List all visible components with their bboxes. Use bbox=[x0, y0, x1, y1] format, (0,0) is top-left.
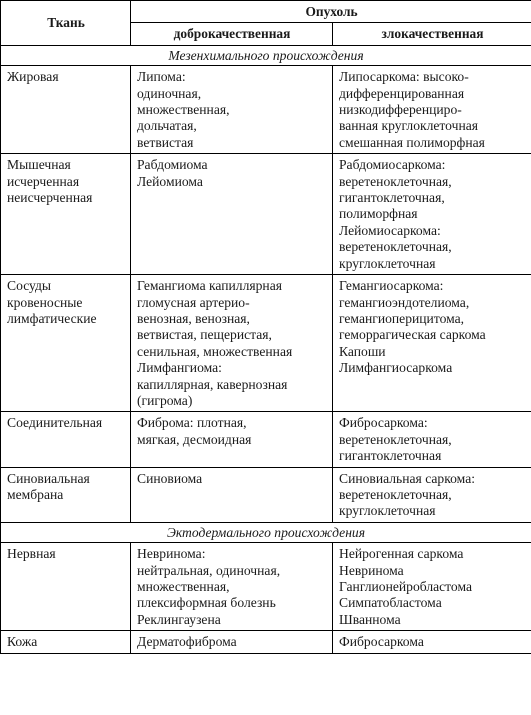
benign-line: ветвистая bbox=[137, 134, 194, 150]
tissue-cell bbox=[1, 543, 131, 631]
malignant-line: Ганглионейробластома bbox=[339, 579, 473, 594]
malignant-line: гемангиоэндотелиома, bbox=[339, 294, 470, 310]
tissue-line: лимфатические bbox=[7, 310, 97, 326]
benign-line: множественная, bbox=[137, 579, 230, 594]
section-title: Мезенхимального происхождения bbox=[1, 45, 531, 65]
benign-line: (гигрома) bbox=[137, 392, 193, 408]
benign-line: Синовиома bbox=[137, 470, 203, 486]
malignant-line: Шваннома bbox=[339, 611, 401, 627]
benign-line: Реклингаузена bbox=[137, 611, 221, 627]
malignant-line: веретеноклеточная, bbox=[339, 173, 452, 189]
malignant-line: Нейрогенная саркома bbox=[339, 546, 464, 562]
benign-line: Лимфангиома: bbox=[137, 360, 222, 376]
malignant-line: Капоши bbox=[339, 343, 386, 359]
malignant-cell bbox=[333, 275, 531, 412]
benign-line: нейтральная, одиночная, bbox=[137, 562, 281, 578]
table-row bbox=[1, 631, 531, 653]
malignant-line: Фибросаркома: bbox=[339, 415, 428, 431]
table-row bbox=[1, 543, 531, 631]
tissue-line: неисчерченная bbox=[7, 190, 93, 206]
benign-line: одиночная, bbox=[137, 85, 202, 101]
tissue-cell bbox=[1, 467, 131, 522]
malignant-line: Липосаркома: высоко- bbox=[339, 69, 469, 85]
tissue-line: мембрана bbox=[7, 486, 64, 502]
malignant-line: полиморфная bbox=[339, 206, 418, 222]
malignant-line: Симпатобластома bbox=[339, 595, 442, 611]
tissue-line: кровеносные bbox=[7, 294, 83, 310]
benign-cell bbox=[131, 66, 333, 154]
benign-cell bbox=[131, 154, 333, 275]
malignant-line: Рабдомиосаркома: bbox=[339, 157, 446, 173]
tissue-line: исчерченная bbox=[7, 173, 80, 189]
malignant-line: веретеноклеточная, bbox=[339, 431, 452, 447]
benign-line: ветвистая, пещеристая, bbox=[137, 327, 272, 343]
benign-line: дольчатая, bbox=[137, 118, 197, 134]
malignant-line: Фибросаркома bbox=[339, 634, 424, 650]
benign-line: Дерматофиброма bbox=[137, 634, 237, 650]
malignant-line: веретеноклеточная, bbox=[339, 486, 452, 502]
malignant-line: гемангиоперицитома, bbox=[339, 310, 465, 326]
benign-cell bbox=[131, 412, 333, 467]
benign-line: Лейомиома bbox=[137, 173, 203, 189]
tissue-line: Сосуды bbox=[7, 278, 52, 294]
malignant-cell bbox=[333, 66, 531, 154]
benign-cell bbox=[131, 631, 333, 653]
malignant-cell bbox=[333, 543, 531, 631]
benign-line: венозная, венозная, bbox=[137, 310, 250, 326]
malignant-line: низкодифференциро- bbox=[339, 102, 462, 118]
benign-line: Гемангиома капиллярная bbox=[137, 278, 282, 294]
table-row bbox=[1, 412, 531, 467]
tissue-cell bbox=[1, 154, 131, 275]
section-row bbox=[1, 522, 531, 542]
benign-line: сенильная, множественная bbox=[137, 343, 293, 359]
malignant-line: дифференцированная bbox=[339, 85, 465, 101]
benign-line: Липома: bbox=[137, 69, 186, 85]
benign-line: гломусная артерио- bbox=[137, 294, 250, 310]
benign-cell bbox=[131, 467, 333, 522]
malignant-line: гигантоклеточная, bbox=[339, 190, 445, 206]
tissue-line: Соединительная bbox=[7, 415, 103, 431]
malignant-line: Невринома bbox=[339, 562, 404, 578]
benign-cell bbox=[131, 543, 333, 631]
malignant-cell bbox=[333, 467, 531, 522]
table-row bbox=[1, 275, 531, 412]
tissue-line: Жировая bbox=[7, 69, 59, 85]
benign-line: плексиформная болезнь bbox=[137, 595, 276, 611]
benign-line: Невринома: bbox=[137, 546, 206, 562]
benign-line: Рабдомиома bbox=[137, 157, 208, 173]
tissue-header: Ткань bbox=[1, 1, 131, 46]
malignant-cell bbox=[333, 631, 531, 653]
section-title: Эктодермального происхождения bbox=[1, 522, 531, 542]
tissue-line: Нервная bbox=[7, 546, 56, 562]
malignant-line: Синовиальная саркома: bbox=[339, 470, 476, 486]
benign-line: Фиброма: плотная, bbox=[137, 415, 247, 431]
malignant-line: Лейомиосаркома: bbox=[339, 222, 441, 238]
section-row bbox=[1, 45, 531, 65]
malignant-line: ванная круглоклеточная bbox=[339, 118, 479, 134]
malignant-cell bbox=[333, 154, 531, 275]
malignant-line: смешанная полиморфная bbox=[339, 134, 485, 150]
table-row bbox=[1, 66, 531, 154]
malignant-line: Гемангиосаркома: bbox=[339, 278, 444, 294]
malignant-line: Лимфангиосаркома bbox=[339, 360, 453, 376]
benign-line: капиллярная, кавернозная bbox=[137, 376, 288, 392]
malignant-line: гигантоклеточная bbox=[339, 448, 442, 464]
malignant-line: круглоклеточная bbox=[339, 503, 436, 519]
header-row-1 bbox=[1, 1, 531, 23]
table-row bbox=[1, 467, 531, 522]
tissue-cell bbox=[1, 631, 131, 653]
benign-header: доброкачественная bbox=[131, 23, 333, 45]
malignant-header: злокачественная bbox=[333, 23, 531, 45]
malignant-line: круглоклеточная bbox=[339, 255, 436, 271]
tissue-line: Синовиальная bbox=[7, 470, 90, 486]
tissue-cell bbox=[1, 275, 131, 412]
benign-cell bbox=[131, 275, 333, 412]
tissue-line: Мышечная bbox=[7, 157, 71, 173]
tissue-cell bbox=[1, 66, 131, 154]
benign-line: мягкая, десмоидная bbox=[137, 431, 252, 447]
tissue-line: Кожа bbox=[7, 634, 38, 650]
malignant-line: геморрагическая саркома bbox=[339, 327, 486, 343]
tumor-header: Опухоль bbox=[131, 1, 531, 23]
malignant-cell bbox=[333, 412, 531, 467]
benign-line: множественная, bbox=[137, 102, 230, 118]
malignant-line: веретеноклеточная, bbox=[339, 239, 452, 255]
table-row bbox=[1, 154, 531, 275]
table-body bbox=[1, 45, 531, 653]
tissue-cell bbox=[1, 412, 131, 467]
